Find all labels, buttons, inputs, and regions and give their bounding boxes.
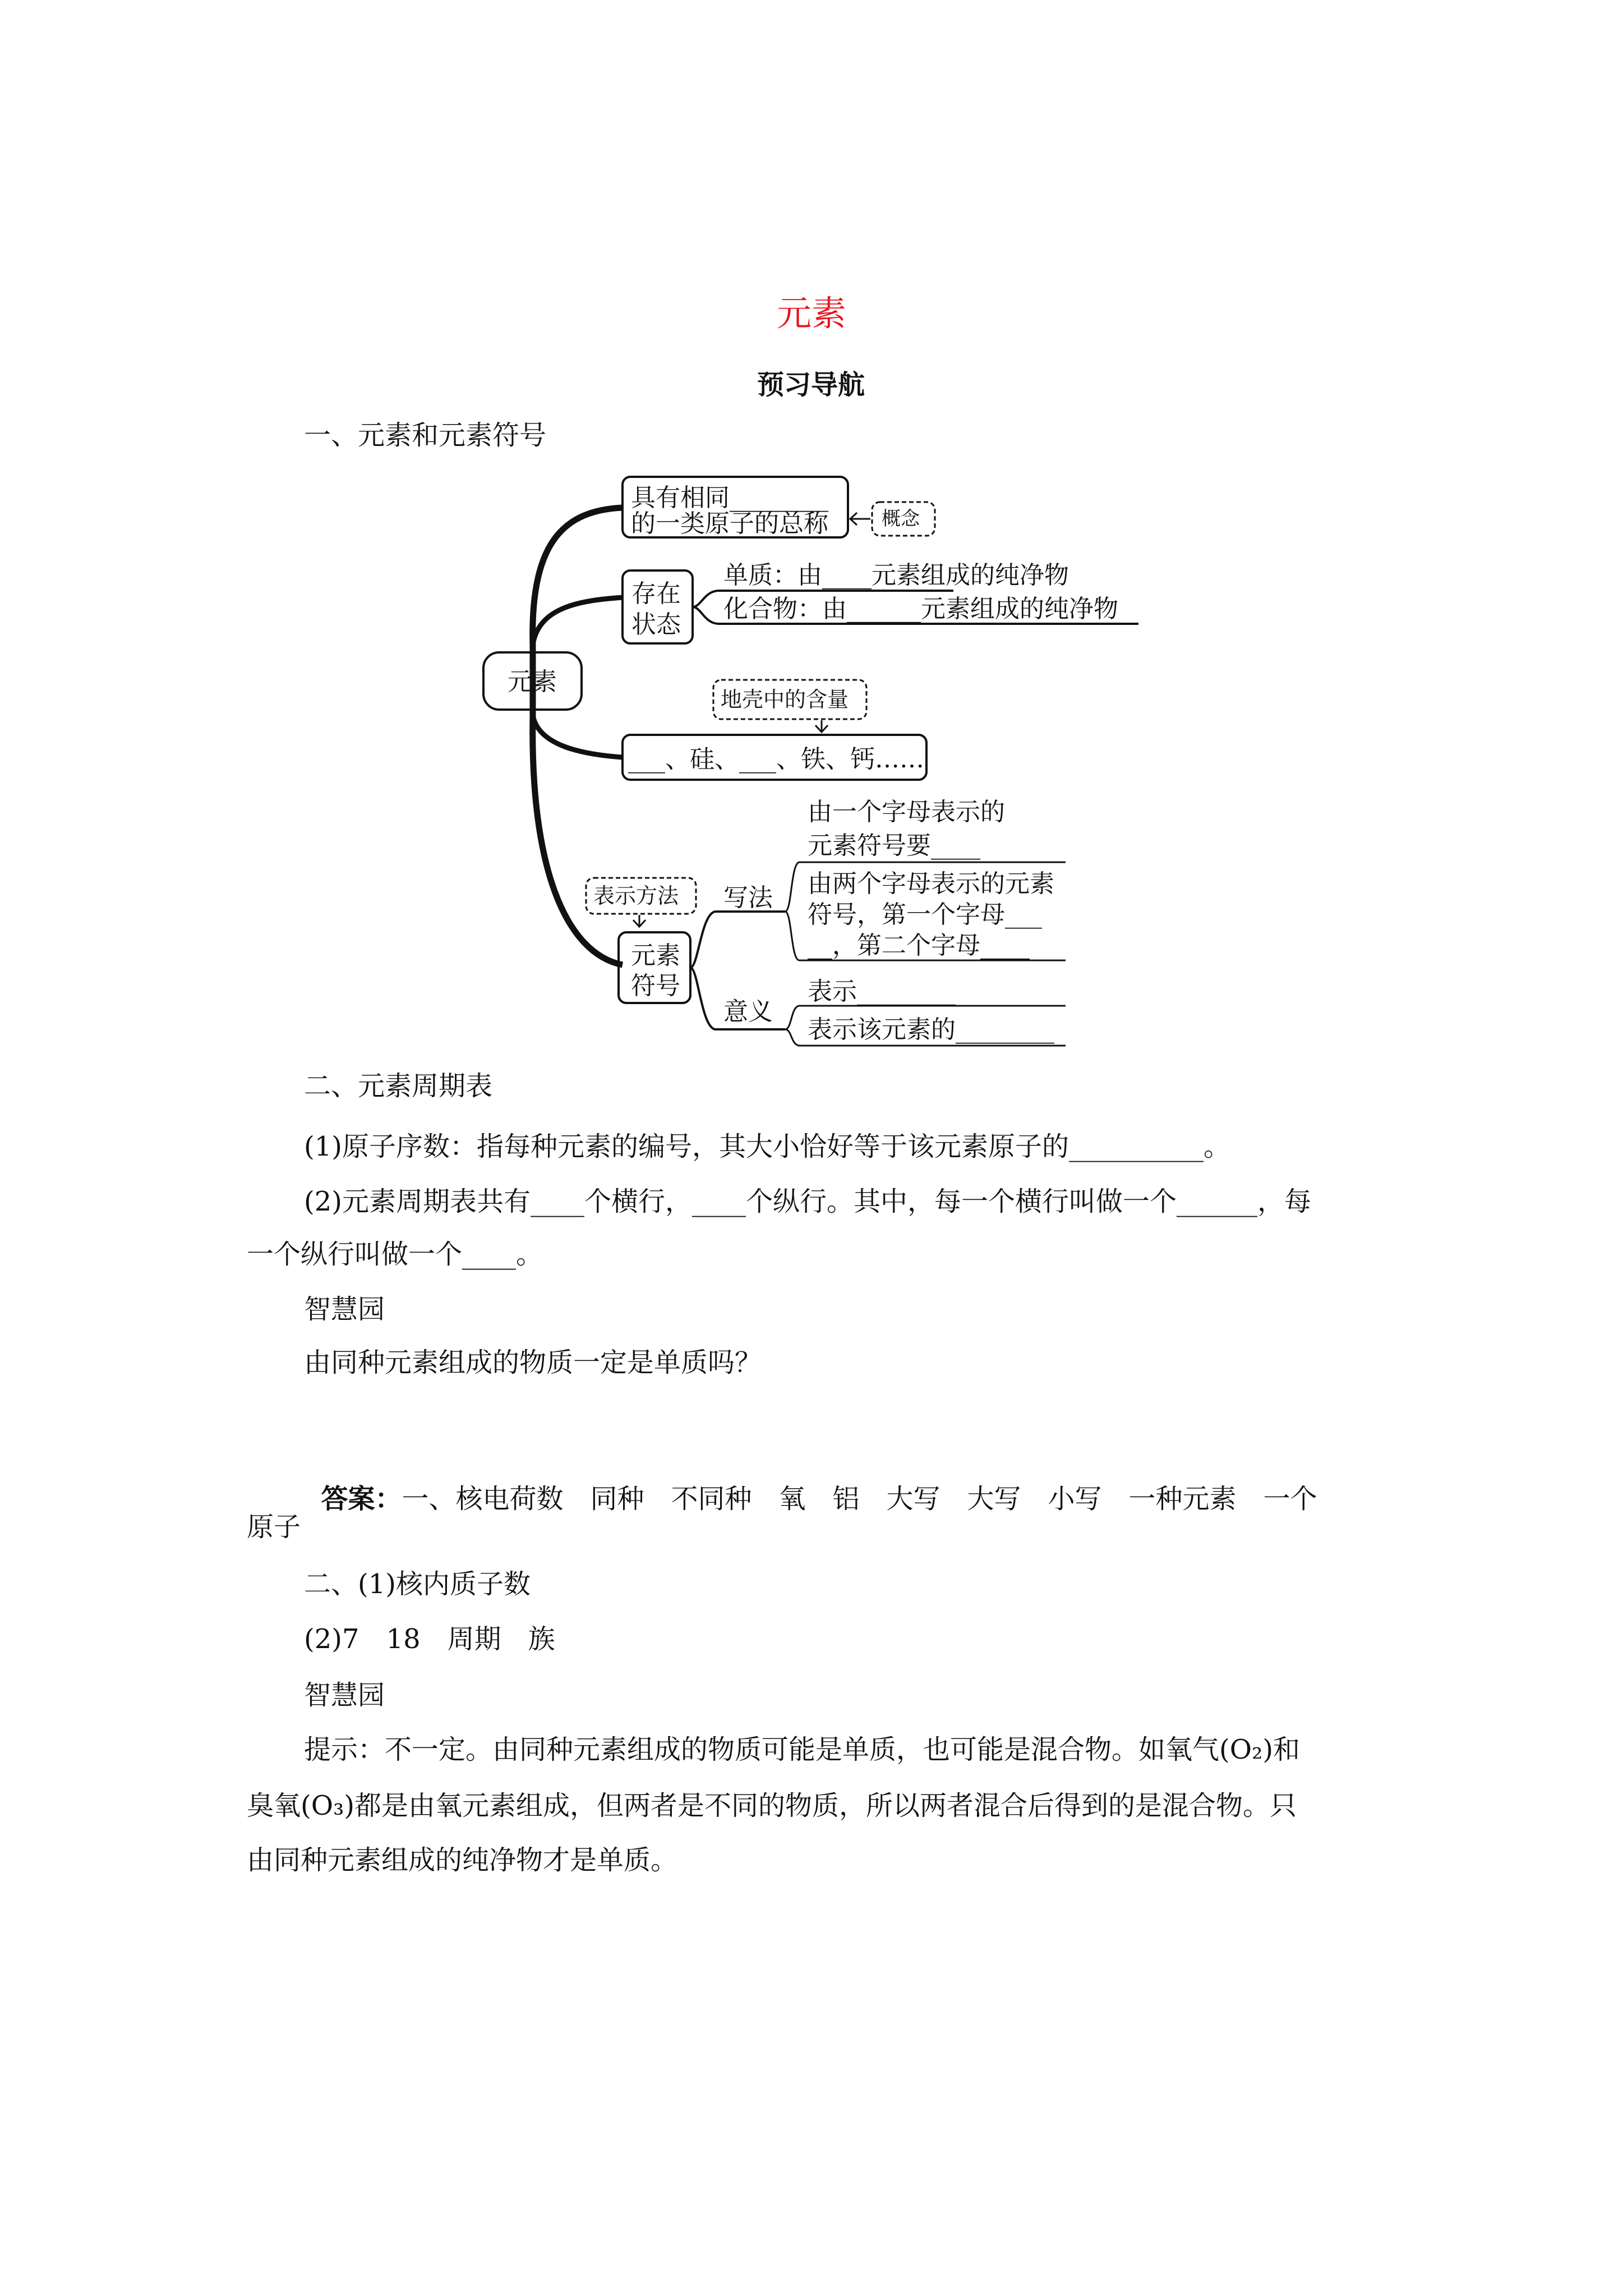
compound-text: 化合物：由______元素组成的纯净物 xyxy=(723,595,1118,623)
symbol-label-1: 元素 xyxy=(631,941,680,970)
page-title: 元素 xyxy=(777,293,847,334)
meaning-label: 意义 xyxy=(723,997,773,1026)
concept-text-1: 具有相同________ xyxy=(631,484,828,512)
state-label-1: 存在 xyxy=(631,579,681,608)
writing-label: 写法 xyxy=(723,884,773,912)
center-node: 元素 xyxy=(508,668,557,696)
hint-line-2: 臭氧(O₃)都是由氧元素组成，但两者是不同的物质，所以两者混合后得到的是混合物。只 xyxy=(247,1790,1297,1821)
concept-tag: 概念 xyxy=(882,508,920,530)
wisdom-heading: 智慧园 xyxy=(304,1294,385,1325)
answer-line-2: 原子 xyxy=(247,1511,301,1543)
meaning-text-1: 表示________ xyxy=(808,977,956,1006)
simple-substance-text: 单质：由____元素组成的纯净物 xyxy=(723,561,1069,590)
state-label-2: 状态 xyxy=(631,610,681,639)
symbol-tag: 表示方法 xyxy=(593,884,679,908)
hint-line-1: 提示：不一定。由同种元素组成的物质可能是单质，也可能是混合物。如氧气(O₂)和 xyxy=(304,1734,1301,1765)
hint-line-3: 由同种元素组成的纯净物才是单质。 xyxy=(247,1844,678,1876)
crust-order-text: ___、硅、___、铁、钙…… xyxy=(628,745,924,774)
two-letter-text-1: 由两个字母表示的元素 xyxy=(808,869,1054,898)
question-2-line-2: 一个纵行叫做一个____。 xyxy=(247,1239,543,1270)
question-2-line-1: (2)元素周期表共有____个横行，____个纵行。其中，每一个横行叫做一个______，每 xyxy=(304,1186,1311,1217)
meaning-text-2: 表示该元素的________ xyxy=(808,1015,1054,1044)
answer-line-1 xyxy=(304,1458,1317,1515)
two-letter-text-2: 符号，第一个字母___ xyxy=(808,900,1042,929)
symbol-label-2: 符号 xyxy=(631,972,680,1000)
page-subtitle: 预习导航 xyxy=(757,369,865,401)
answer-text-1: 一、核电荷数 同种 不同种 氧 铝 大写 大写 小写 一种元素 一个 xyxy=(402,1483,1317,1515)
answer-label: 答案： xyxy=(321,1483,402,1515)
answer-section-2-1: 二、(1)核内质子数 xyxy=(304,1568,531,1600)
answer-section-2-2: (2)7 18 周期 族 xyxy=(304,1623,555,1655)
crust-tag: 地壳中的含量 xyxy=(721,687,849,712)
wisdom-question: 由同种元素组成的物质一定是单质吗？ xyxy=(304,1347,762,1378)
section2-heading: 二、元素周期表 xyxy=(304,1070,493,1102)
two-letter-text-3: __，第二个字母____ xyxy=(808,931,1030,960)
one-letter-text-2: 元素符号要____ xyxy=(808,831,980,860)
answer-wisdom-heading: 智慧园 xyxy=(304,1680,385,1711)
one-letter-text-1: 由一个字母表示的 xyxy=(808,798,1005,826)
section1-heading: 一、元素和元素符号 xyxy=(304,420,547,451)
concept-text-2: 的一类原子的总称 xyxy=(631,509,828,538)
question-1: (1)原子序数：指每种元素的编号，其大小恰好等于该元素原子的__________。 xyxy=(304,1131,1230,1162)
